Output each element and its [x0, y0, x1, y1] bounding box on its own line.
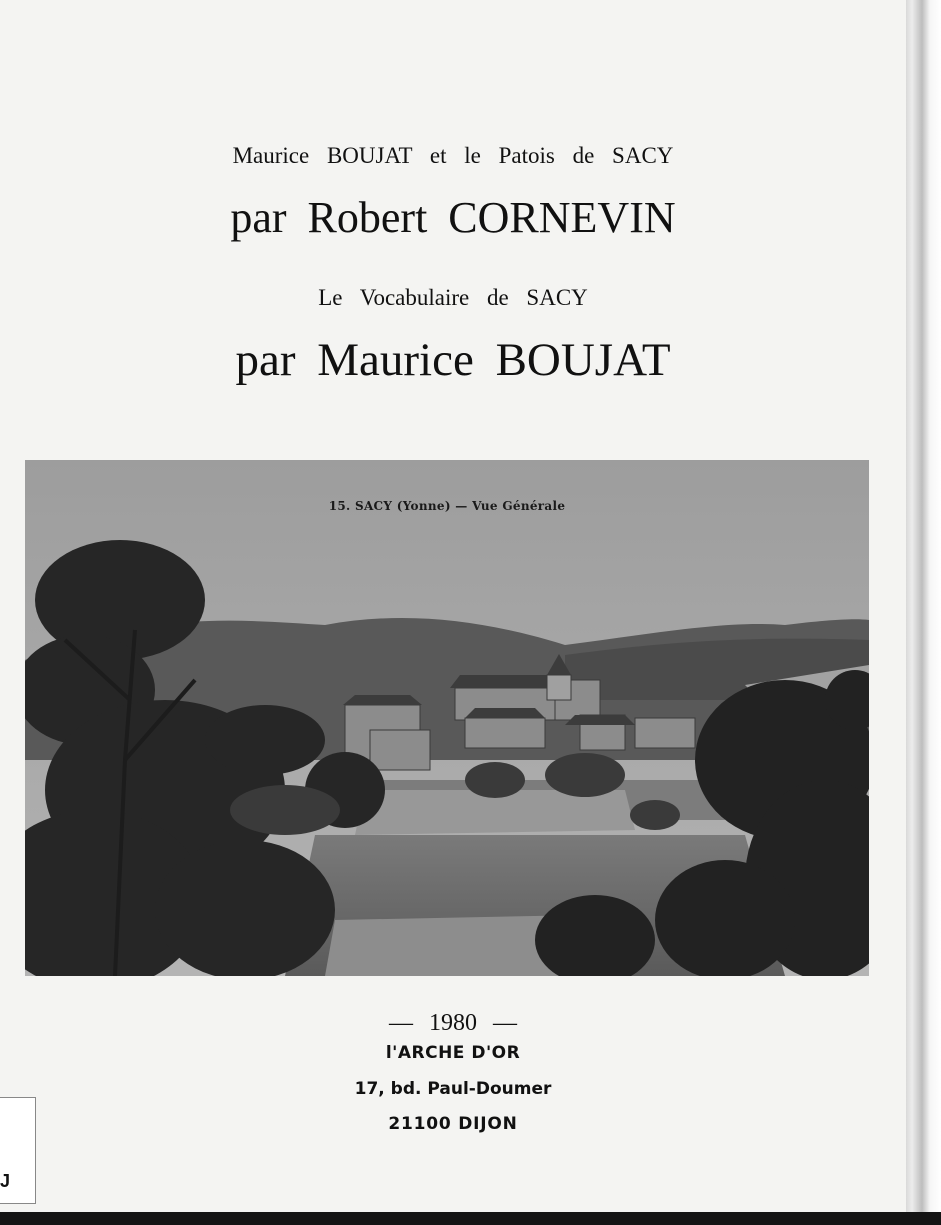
- photo-caption: 15. SACY (Yonne) — Vue Générale: [328, 499, 566, 513]
- publisher-address: 17, bd. Paul-Doumer: [354, 1079, 552, 1099]
- village-landscape-image: [25, 460, 869, 976]
- publisher-city: 21100 DIJON: [388, 1114, 518, 1134]
- author-cornevin: par Robert CORNEVIN: [230, 193, 676, 242]
- publication-year: — 1980 —: [389, 1010, 517, 1036]
- page-bottom-edge: [0, 1212, 941, 1225]
- library-label-text: J: [0, 1171, 11, 1191]
- page-right-edge: [906, 0, 941, 1225]
- subtitle-boujat-patois: Maurice BOUJAT et le Patois de SACY: [232, 143, 674, 168]
- author-boujat: par Maurice BOUJAT: [235, 334, 671, 386]
- publisher-name: l'ARCHE D'OR: [385, 1043, 521, 1063]
- village-photograph: [25, 460, 869, 976]
- subtitle-vocabulaire: Le Vocabulaire de SACY: [318, 285, 588, 310]
